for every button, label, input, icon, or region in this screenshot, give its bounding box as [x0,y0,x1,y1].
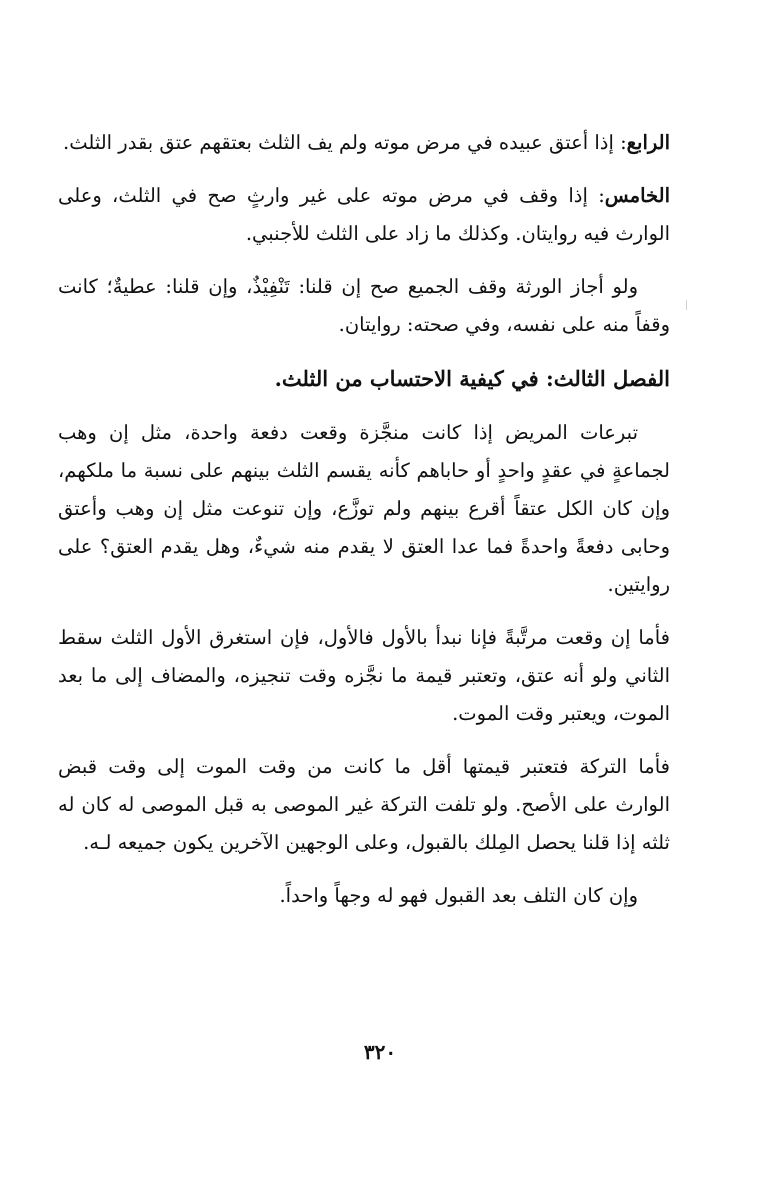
paragraph-donations [58,414,670,604]
page-body [58,124,670,930]
paragraph-estate [58,748,670,862]
paragraph-lead: الرابع [626,131,670,154]
margin-mark [686,300,687,310]
paragraph-text: : إذا وقف في مرض موته على غير وارثٍ صح في الثلث، وعلى الوارث فيه روايتان. وكذلك ما زاد على الثلث للأجنبي. [58,184,670,245]
paragraph-heirs-approval [58,268,670,344]
paragraph-text: تبرعات المريض إذا كانت منجَّزة وقعت دفعة واحدة، مثل إن وهب لجماعةٍ في عقدٍ واحدٍ أو حاباهم كأنه يقسم الثلث بينهم على نسبة ما ملكهم، وإن كان الكل عتقاً أقرع بينهم ولم توزَّع، وإن تنوعت مثل إن وهب وأعتق وحابى دفعةً واحدةً فما عدا العتق لا يقدم منه شيءٌ، وهل يقدم العتق؟ على روايتين. [58,421,670,596]
paragraph-text: : إذا أعتق عبيده في مرض موته ولم يف الثلث بعتقهم عتق بقدر الثلث. [63,131,627,154]
paragraph-text: وإن كان التلف بعد القبول فهو له وجهاً واحداً. [279,884,638,907]
paragraph-loss [58,877,670,915]
paragraph-fourth [58,124,670,162]
paragraph-lead: الخامس [604,184,670,207]
paragraph-ordered [58,619,670,733]
paragraph-text: فأما التركة فتعتبر قيمتها أقل ما كانت من وقت الموت إلى وقت قبض الوارث على الأصح. ولو تلفت التركة غير الموصى به قبل الموصى له كان له ثلثه إذا قلنا يحصل المِلك بالقبول، وعلى الوجهين الآخرين يكون جميعه لـه. [58,755,670,854]
heading-lead: الفصل الثالث [553,366,670,391]
section-heading [58,359,670,399]
paragraph-text: فأما إن وقعت مرتَّبةً فإنا نبدأ بالأول فالأول، فإن استغرق الأول الثلث سقط الثاني ولو أنه عتق، وتعتبر قيمة ما نجَّزه وقت تنجيزه، والمضاف إلى ما بعد الموت، ويعتبر وقت الموت. [58,626,670,725]
page-number: ٣٢٠ [363,1040,397,1064]
heading-text: : في كيفية الاحتساب من الثلث. [274,366,554,391]
paragraph-fifth [58,177,670,253]
paragraph-text: ولو أجاز الورثة وقف الجميع صح إن قلنا: تَنْفِيْذٌ، وإن قلنا: عطيةٌ؛ كانت وقفاً منه على نفسه، وفي صحته: روايتان. [58,275,670,336]
